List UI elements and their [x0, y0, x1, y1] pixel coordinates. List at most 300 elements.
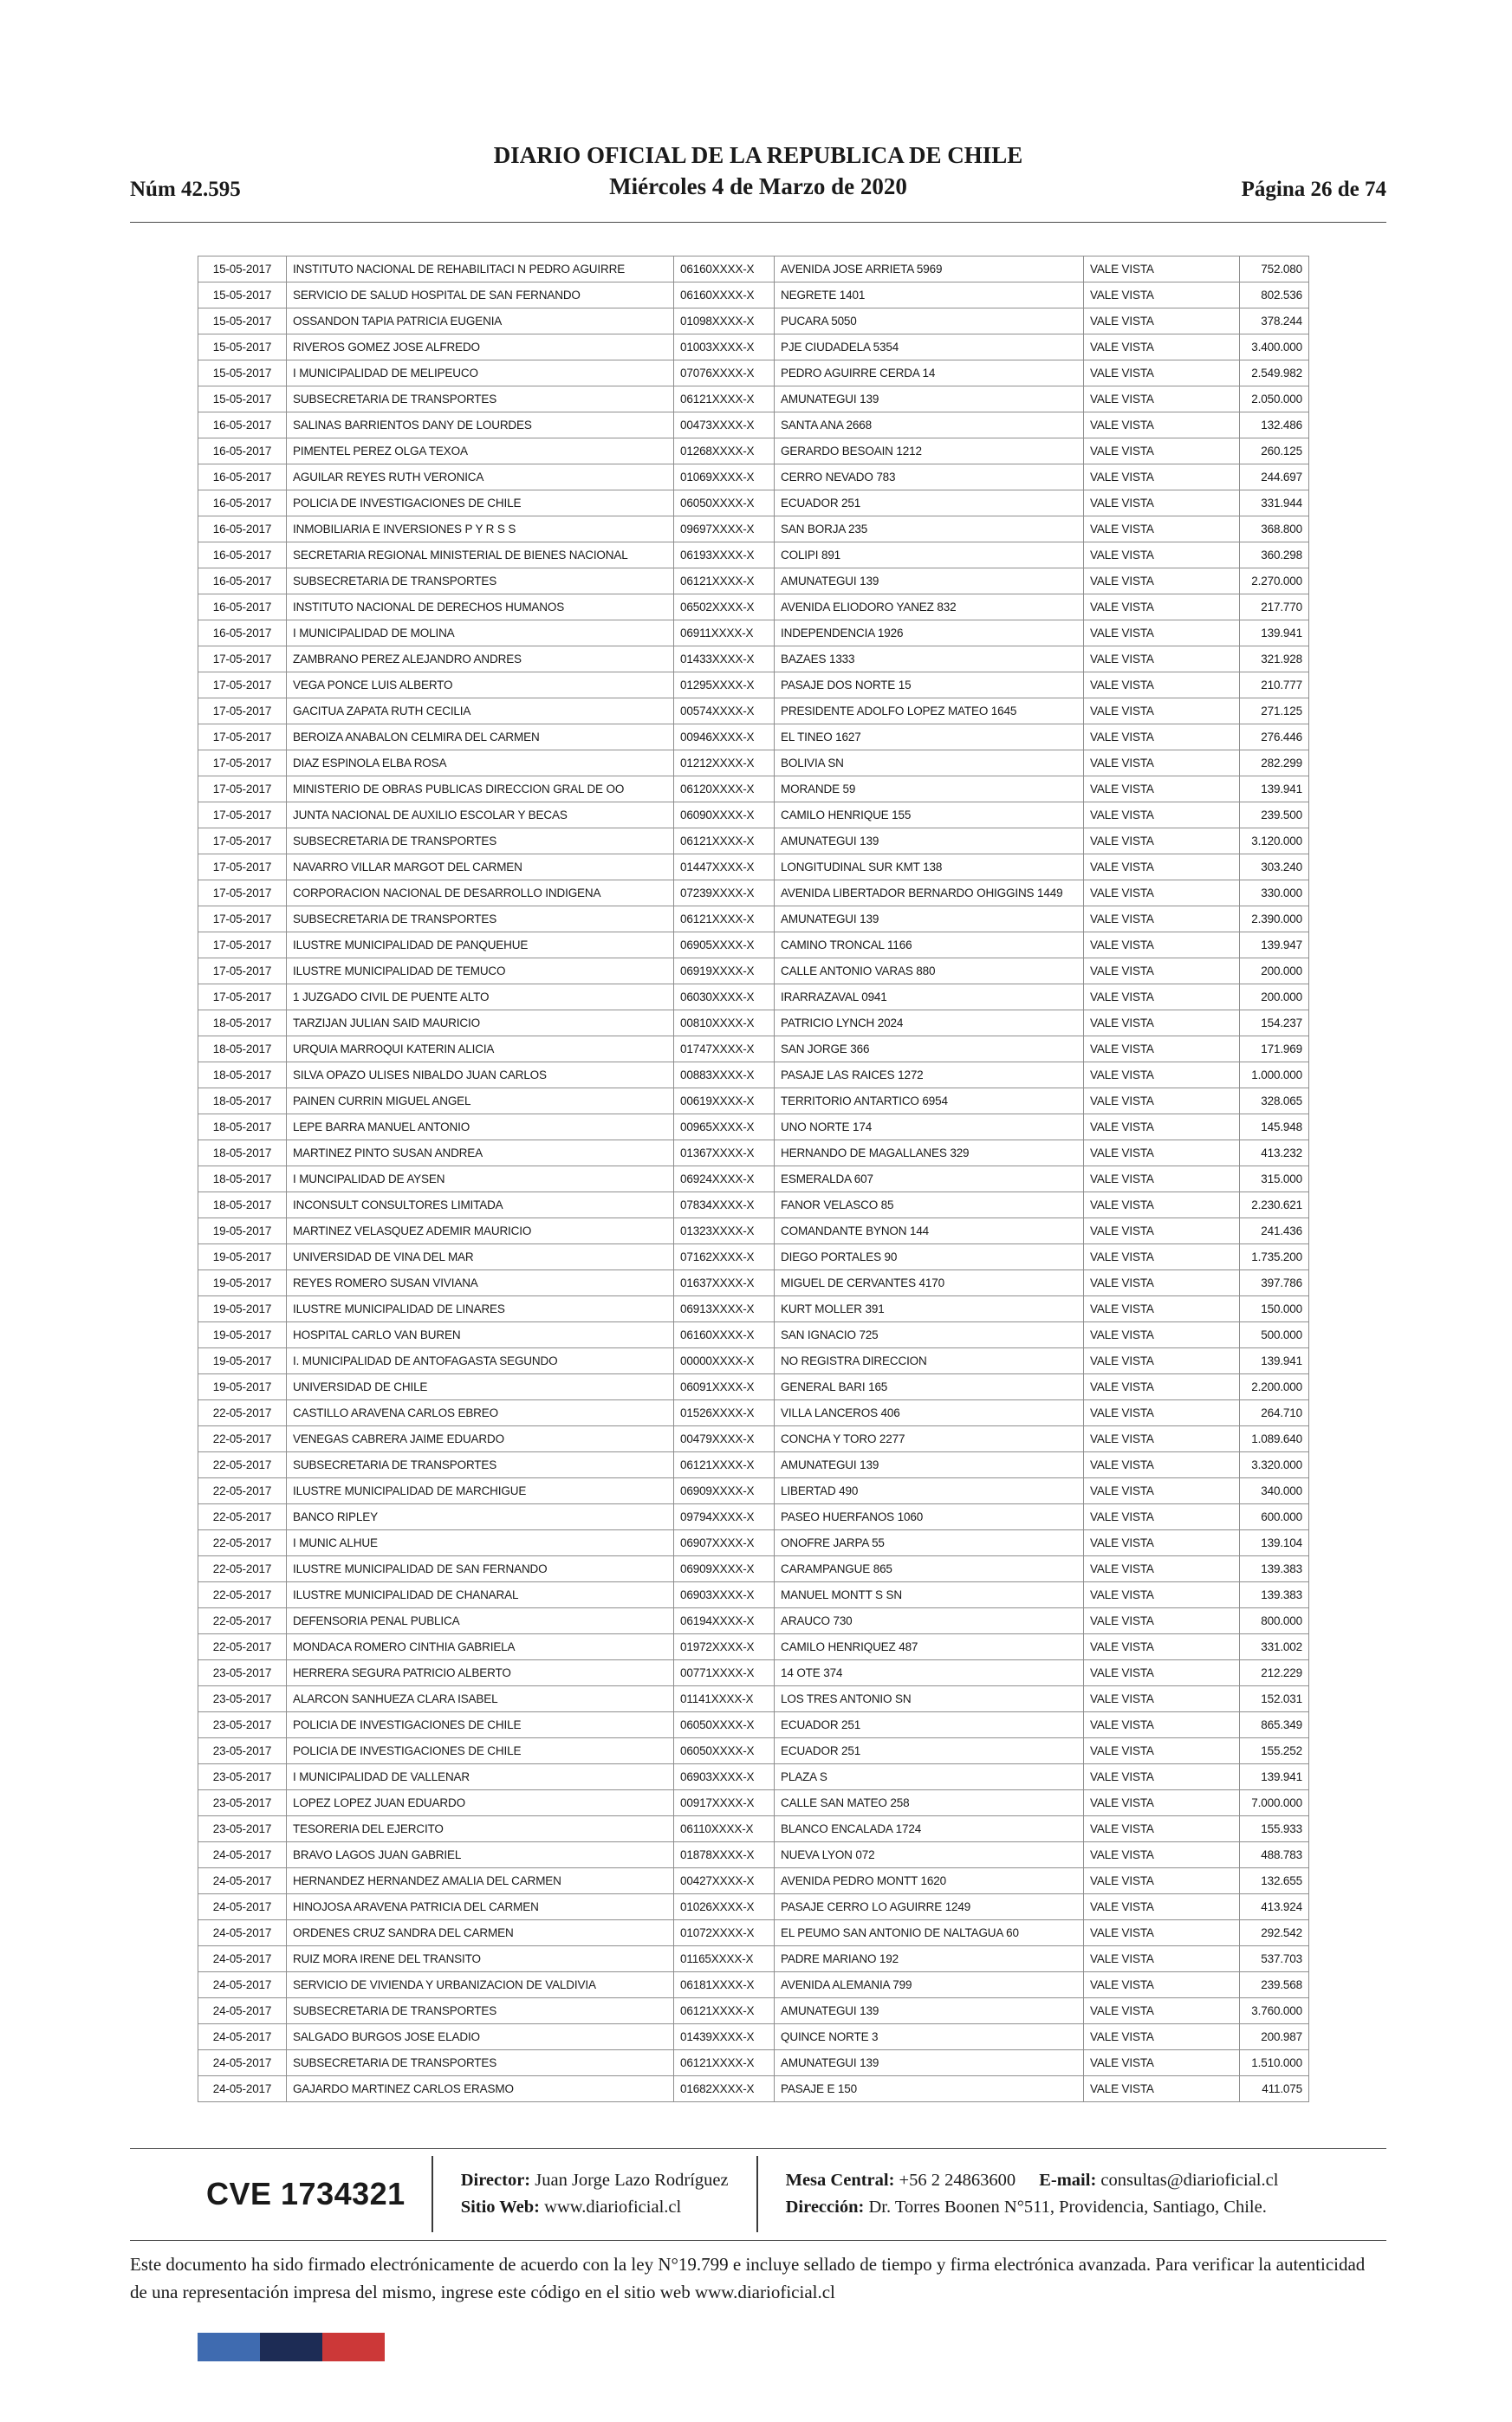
cell-date: 18-05-2017 — [198, 1062, 287, 1088]
table-row — [198, 1322, 1309, 1348]
cell-date: 24-05-2017 — [198, 1868, 287, 1894]
cell-amount: 340.000 — [1240, 1478, 1309, 1504]
cell-payment-type: VALE VISTA — [1084, 1504, 1240, 1530]
cell-address: PASAJE E 150 — [775, 2076, 1084, 2102]
cell-payment-type: VALE VISTA — [1084, 1972, 1240, 1998]
cell-rut: 06913XXXX-X — [674, 1296, 775, 1322]
cell-date: 18-05-2017 — [198, 1088, 287, 1114]
cell-payment-type: VALE VISTA — [1084, 490, 1240, 516]
cell-payee: ILUSTRE MUNICIPALIDAD DE PANQUEHUE — [287, 932, 674, 958]
cell-address: SAN BORJA 235 — [775, 516, 1084, 542]
cell-address: AMUNATEGUI 139 — [775, 568, 1084, 594]
cell-payment-type: VALE VISTA — [1084, 906, 1240, 932]
cell-date: 17-05-2017 — [198, 724, 287, 750]
cell-date: 19-05-2017 — [198, 1374, 287, 1400]
table-row — [198, 1114, 1309, 1140]
cell-date: 16-05-2017 — [198, 438, 287, 464]
cell-date: 22-05-2017 — [198, 1426, 287, 1452]
cell-date: 15-05-2017 — [198, 308, 287, 334]
cell-payment-type: VALE VISTA — [1084, 802, 1240, 828]
table-row — [198, 594, 1309, 620]
cell-date: 17-05-2017 — [198, 828, 287, 854]
cell-payment-type: VALE VISTA — [1084, 1218, 1240, 1244]
cell-amount: 212.229 — [1240, 1660, 1309, 1686]
cell-date: 22-05-2017 — [198, 1608, 287, 1634]
cell-rut: 06903XXXX-X — [674, 1582, 775, 1608]
cell-address: CARAMPANGUE 865 — [775, 1556, 1084, 1582]
cell-amount: 802.536 — [1240, 282, 1309, 308]
cell-address: AMUNATEGUI 139 — [775, 1452, 1084, 1478]
cell-amount: 7.000.000 — [1240, 1790, 1309, 1816]
flag-segment-blue — [198, 2333, 260, 2361]
cell-amount: 200.000 — [1240, 958, 1309, 984]
cell-amount: 3.760.000 — [1240, 1998, 1309, 2024]
cell-payment-type: VALE VISTA — [1084, 1062, 1240, 1088]
header-divider — [130, 222, 1386, 223]
cell-payment-type: VALE VISTA — [1084, 1452, 1240, 1478]
cell-date: 15-05-2017 — [198, 334, 287, 360]
table-row — [198, 1582, 1309, 1608]
cell-rut: 00473XXXX-X — [674, 412, 775, 438]
cell-address: AVENIDA LIBERTADOR BERNARDO OHIGGINS 1449 — [775, 880, 1084, 906]
payments-table — [198, 256, 1309, 2102]
cell-amount: 397.786 — [1240, 1270, 1309, 1296]
cell-date: 15-05-2017 — [198, 386, 287, 412]
cell-payee: SUBSECRETARIA DE TRANSPORTES — [287, 1998, 674, 2024]
cell-date: 23-05-2017 — [198, 1764, 287, 1790]
cell-address: AMUNATEGUI 139 — [775, 386, 1084, 412]
cell-amount: 155.252 — [1240, 1738, 1309, 1764]
cell-payee: ILUSTRE MUNICIPALIDAD DE CHANARAL — [287, 1582, 674, 1608]
address-label: Dirección: — [785, 2198, 865, 2217]
cell-amount: 2.200.000 — [1240, 1374, 1309, 1400]
cell-date: 17-05-2017 — [198, 776, 287, 802]
table-row — [198, 490, 1309, 516]
cell-rut: 06919XXXX-X — [674, 958, 775, 984]
table-row — [198, 1140, 1309, 1166]
cell-rut: 06121XXXX-X — [674, 2050, 775, 2076]
cell-date: 15-05-2017 — [198, 282, 287, 308]
cell-payee: MARTINEZ VELASQUEZ ADEMIR MAURICIO — [287, 1218, 674, 1244]
cell-rut: 06121XXXX-X — [674, 1452, 775, 1478]
table-row — [198, 1946, 1309, 1972]
cell-payee: TARZIJAN JULIAN SAID MAURICIO — [287, 1010, 674, 1036]
table-row — [198, 1842, 1309, 1868]
table-row — [198, 828, 1309, 854]
cell-rut: 00883XXXX-X — [674, 1062, 775, 1088]
cell-address: ECUADOR 251 — [775, 1738, 1084, 1764]
cell-date: 16-05-2017 — [198, 568, 287, 594]
cell-amount: 1.000.000 — [1240, 1062, 1309, 1088]
cell-payee: CASTILLO ARAVENA CARLOS EBREO — [287, 1400, 674, 1426]
cell-payee: I MUNIC ALHUE — [287, 1530, 674, 1556]
cell-rut: 06121XXXX-X — [674, 386, 775, 412]
cell-rut: 01072XXXX-X — [674, 1920, 775, 1946]
cell-payment-type: VALE VISTA — [1084, 568, 1240, 594]
cell-rut: 00574XXXX-X — [674, 698, 775, 724]
cell-date: 17-05-2017 — [198, 984, 287, 1010]
cell-payee: BEROIZA ANABALON CELMIRA DEL CARMEN — [287, 724, 674, 750]
cell-date: 16-05-2017 — [198, 542, 287, 568]
table-row — [198, 932, 1309, 958]
cell-date: 23-05-2017 — [198, 1790, 287, 1816]
cell-payee: OSSANDON TAPIA PATRICIA EUGENIA — [287, 308, 674, 334]
cell-address: BAZAES 1333 — [775, 646, 1084, 672]
table-row — [198, 542, 1309, 568]
cell-rut: 06502XXXX-X — [674, 594, 775, 620]
cell-payment-type: VALE VISTA — [1084, 1400, 1240, 1426]
cell-amount: 3.400.000 — [1240, 334, 1309, 360]
table-row — [198, 1530, 1309, 1556]
cell-amount: 139.941 — [1240, 620, 1309, 646]
cell-payment-type: VALE VISTA — [1084, 1842, 1240, 1868]
cell-payee: SALINAS BARRIENTOS DANY DE LOURDES — [287, 412, 674, 438]
cell-rut: 06907XXXX-X — [674, 1530, 775, 1556]
cell-payment-type: VALE VISTA — [1084, 1998, 1240, 2024]
cell-payee: REYES ROMERO SUSAN VIVIANA — [287, 1270, 674, 1296]
cell-payee: I MUNICIPALIDAD DE VALLENAR — [287, 1764, 674, 1790]
cell-date: 24-05-2017 — [198, 2076, 287, 2102]
cell-address: TERRITORIO ANTARTICO 6954 — [775, 1088, 1084, 1114]
cell-payee: SUBSECRETARIA DE TRANSPORTES — [287, 2050, 674, 2076]
cell-address: EL PEUMO SAN ANTONIO DE NALTAGUA 60 — [775, 1920, 1084, 1946]
cell-amount: 865.349 — [1240, 1712, 1309, 1738]
table-row — [198, 2024, 1309, 2050]
cell-amount: 2.549.982 — [1240, 360, 1309, 386]
cell-payee: SALGADO BURGOS JOSE ELADIO — [287, 2024, 674, 2050]
cell-address: CAMINO TRONCAL 1166 — [775, 932, 1084, 958]
cell-rut: 01268XXXX-X — [674, 438, 775, 464]
cell-address: CERRO NEVADO 783 — [775, 464, 1084, 490]
table-row — [198, 516, 1309, 542]
cell-date: 23-05-2017 — [198, 1686, 287, 1712]
cell-address: PLAZA S — [775, 1764, 1084, 1790]
cell-rut: 00771XXXX-X — [674, 1660, 775, 1686]
cell-payee: AGUILAR REYES RUTH VERONICA — [287, 464, 674, 490]
table-row — [198, 1660, 1309, 1686]
table-row — [198, 256, 1309, 282]
cell-rut: 01972XXXX-X — [674, 1634, 775, 1660]
cell-address: MORANDE 59 — [775, 776, 1084, 802]
cell-rut: 01637XXXX-X — [674, 1270, 775, 1296]
cell-amount: 321.928 — [1240, 646, 1309, 672]
cell-payee: UNIVERSIDAD DE VINA DEL MAR — [287, 1244, 674, 1270]
cell-payee: ILUSTRE MUNICIPALIDAD DE MARCHIGUE — [287, 1478, 674, 1504]
cell-date: 17-05-2017 — [198, 880, 287, 906]
cell-payment-type: VALE VISTA — [1084, 1478, 1240, 1504]
cell-amount: 413.232 — [1240, 1140, 1309, 1166]
table-row — [198, 620, 1309, 646]
cell-amount: 271.125 — [1240, 698, 1309, 724]
cell-amount: 330.000 — [1240, 880, 1309, 906]
cell-payment-type: VALE VISTA — [1084, 360, 1240, 386]
cell-address: ECUADOR 251 — [775, 1712, 1084, 1738]
cell-amount: 152.031 — [1240, 1686, 1309, 1712]
cell-payee: INCONSULT CONSULTORES LIMITADA — [287, 1192, 674, 1218]
cell-payee: ILUSTRE MUNICIPALIDAD DE LINARES — [287, 1296, 674, 1322]
table-row — [198, 568, 1309, 594]
cell-address: IRARRAZAVAL 0941 — [775, 984, 1084, 1010]
cell-address: PASAJE LAS RAICES 1272 — [775, 1062, 1084, 1088]
cell-date: 16-05-2017 — [198, 620, 287, 646]
cell-rut: 06121XXXX-X — [674, 906, 775, 932]
cell-payment-type: VALE VISTA — [1084, 1582, 1240, 1608]
cell-amount: 139.941 — [1240, 1764, 1309, 1790]
cell-address: SANTA ANA 2668 — [775, 412, 1084, 438]
cell-address: PASAJE DOS NORTE 15 — [775, 672, 1084, 698]
cell-date: 23-05-2017 — [198, 1712, 287, 1738]
cell-amount: 752.080 — [1240, 256, 1309, 282]
edition-date: Miércoles 4 de Marzo de 2020 — [609, 172, 907, 199]
cell-rut: 07162XXXX-X — [674, 1244, 775, 1270]
table-row — [198, 1608, 1309, 1634]
cell-amount: 132.486 — [1240, 412, 1309, 438]
cell-amount: 200.000 — [1240, 984, 1309, 1010]
cell-rut: 01526XXXX-X — [674, 1400, 775, 1426]
cell-payment-type: VALE VISTA — [1084, 1036, 1240, 1062]
cell-rut: 06050XXXX-X — [674, 1738, 775, 1764]
cell-payee: SUBSECRETARIA DE TRANSPORTES — [287, 828, 674, 854]
cell-date: 19-05-2017 — [198, 1296, 287, 1322]
cell-address: PATRICIO LYNCH 2024 — [775, 1010, 1084, 1036]
table-row — [198, 1998, 1309, 2024]
cell-address: BOLIVIA SN — [775, 750, 1084, 776]
cell-address: VILLA LANCEROS 406 — [775, 1400, 1084, 1426]
cell-rut: 06121XXXX-X — [674, 568, 775, 594]
cell-payee: SUBSECRETARIA DE TRANSPORTES — [287, 568, 674, 594]
cell-payment-type: VALE VISTA — [1084, 1010, 1240, 1036]
email-address: consultas@diarioficial.cl — [1100, 2171, 1279, 2191]
payments-table-wrap — [198, 256, 1309, 2102]
table-row — [198, 1478, 1309, 1504]
cell-amount: 239.568 — [1240, 1972, 1309, 1998]
cell-rut: 07076XXXX-X — [674, 360, 775, 386]
cell-payment-type: VALE VISTA — [1084, 932, 1240, 958]
cell-address: LOS TRES ANTONIO SN — [775, 1686, 1084, 1712]
cell-payee: RIVEROS GOMEZ JOSE ALFREDO — [287, 334, 674, 360]
cell-payee: LEPE BARRA MANUEL ANTONIO — [287, 1114, 674, 1140]
cell-amount: 2.050.000 — [1240, 386, 1309, 412]
table-row — [198, 1816, 1309, 1842]
table-row — [198, 750, 1309, 776]
cell-payee: I MUNICIPALIDAD DE MOLINA — [287, 620, 674, 646]
cell-payment-type: VALE VISTA — [1084, 1192, 1240, 1218]
cell-date: 16-05-2017 — [198, 464, 287, 490]
cell-rut: 01447XXXX-X — [674, 854, 775, 880]
cell-address: BLANCO ENCALADA 1724 — [775, 1816, 1084, 1842]
cell-rut: 01141XXXX-X — [674, 1686, 775, 1712]
cell-amount: 139.383 — [1240, 1582, 1309, 1608]
cell-amount: 2.390.000 — [1240, 906, 1309, 932]
cell-amount: 260.125 — [1240, 438, 1309, 464]
cell-payee: MINISTERIO DE OBRAS PUBLICAS DIRECCION GRAL DE OO — [287, 776, 674, 802]
cell-amount: 2.270.000 — [1240, 568, 1309, 594]
cell-rut: 09794XXXX-X — [674, 1504, 775, 1530]
cell-payee: 1 JUZGADO CIVIL DE PUENTE ALTO — [287, 984, 674, 1010]
cell-payment-type: VALE VISTA — [1084, 594, 1240, 620]
cell-amount: 800.000 — [1240, 1608, 1309, 1634]
cell-date: 22-05-2017 — [198, 1400, 287, 1426]
cell-payee: INMOBILIARIA E INVERSIONES P Y R S S — [287, 516, 674, 542]
table-row — [198, 672, 1309, 698]
table-row — [198, 880, 1309, 906]
cell-address: AVENIDA JOSE ARRIETA 5969 — [775, 256, 1084, 282]
cell-date: 23-05-2017 — [198, 1816, 287, 1842]
cell-rut: 01682XXXX-X — [674, 2076, 775, 2102]
cell-rut: 01323XXXX-X — [674, 1218, 775, 1244]
cell-payment-type: VALE VISTA — [1084, 1868, 1240, 1894]
cell-payee: HINOJOSA ARAVENA PATRICIA DEL CARMEN — [287, 1894, 674, 1920]
cell-payment-type: VALE VISTA — [1084, 542, 1240, 568]
cell-address: ARAUCO 730 — [775, 1608, 1084, 1634]
table-row — [198, 1010, 1309, 1036]
cell-amount: 368.800 — [1240, 516, 1309, 542]
cell-address: MIGUEL DE CERVANTES 4170 — [775, 1270, 1084, 1296]
cell-payee: ZAMBRANO PEREZ ALEJANDRO ANDRES — [287, 646, 674, 672]
table-row — [198, 802, 1309, 828]
cell-address: FANOR VELASCO 85 — [775, 1192, 1084, 1218]
table-row — [198, 1556, 1309, 1582]
cell-address: AMUNATEGUI 139 — [775, 828, 1084, 854]
cell-payment-type: VALE VISTA — [1084, 984, 1240, 1010]
legal-text: Este documento ha sido firmado electrónicamente de acuerdo con la ley N°19.799 e incluye sellado de tiempo y firma electrónica avanzada. Para verificar la autenticidad de una representación impresa del mismo, ingrese este código en el sitio web www.diarioficial.cl — [130, 2254, 1366, 2302]
cell-payment-type: VALE VISTA — [1084, 1348, 1240, 1374]
table-row — [198, 1348, 1309, 1374]
cell-payee: I MUNCIPALIDAD DE AYSEN — [287, 1166, 674, 1192]
cell-amount: 150.000 — [1240, 1296, 1309, 1322]
cell-amount: 200.987 — [1240, 2024, 1309, 2050]
cell-address: CONCHA Y TORO 2277 — [775, 1426, 1084, 1452]
cell-amount: 139.947 — [1240, 932, 1309, 958]
contact-block — [758, 2162, 1307, 2226]
cell-payment-type: VALE VISTA — [1084, 2024, 1240, 2050]
cell-amount: 303.240 — [1240, 854, 1309, 880]
cell-address: PADRE MARIANO 192 — [775, 1946, 1084, 1972]
table-row — [198, 1504, 1309, 1530]
cell-date: 19-05-2017 — [198, 1218, 287, 1244]
cell-address: SAN IGNACIO 725 — [775, 1322, 1084, 1348]
cell-date: 23-05-2017 — [198, 1660, 287, 1686]
cell-amount: 411.075 — [1240, 2076, 1309, 2102]
cell-address: PASAJE CERRO LO AGUIRRE 1249 — [775, 1894, 1084, 1920]
cell-payee: UNIVERSIDAD DE CHILE — [287, 1374, 674, 1400]
cell-amount: 500.000 — [1240, 1322, 1309, 1348]
cell-rut: 06903XXXX-X — [674, 1764, 775, 1790]
table-row — [198, 1738, 1309, 1764]
cell-payment-type: VALE VISTA — [1084, 1790, 1240, 1816]
table-row — [198, 646, 1309, 672]
cell-address: ECUADOR 251 — [775, 490, 1084, 516]
cell-amount: 139.383 — [1240, 1556, 1309, 1582]
cell-date: 17-05-2017 — [198, 698, 287, 724]
cell-rut: 07834XXXX-X — [674, 1192, 775, 1218]
cell-date: 15-05-2017 — [198, 256, 287, 282]
cell-payee: SUBSECRETARIA DE TRANSPORTES — [287, 1452, 674, 1478]
table-row — [198, 1764, 1309, 1790]
table-row — [198, 698, 1309, 724]
cell-address: NEGRETE 1401 — [775, 282, 1084, 308]
cell-date: 22-05-2017 — [198, 1452, 287, 1478]
cell-date: 22-05-2017 — [198, 1530, 287, 1556]
cell-payment-type: VALE VISTA — [1084, 1738, 1240, 1764]
table-row — [198, 1296, 1309, 1322]
cell-rut: 01439XXXX-X — [674, 2024, 775, 2050]
phone-label: Mesa Central: — [785, 2171, 895, 2191]
cell-rut: 06121XXXX-X — [674, 828, 775, 854]
table-row — [198, 1192, 1309, 1218]
cell-payee: I. MUNICIPALIDAD DE ANTOFAGASTA SEGUNDO — [287, 1348, 674, 1374]
cell-amount: 600.000 — [1240, 1504, 1309, 1530]
table-row — [198, 1270, 1309, 1296]
website-label: Sitio Web: — [460, 2198, 541, 2217]
cell-amount: 331.944 — [1240, 490, 1309, 516]
cell-date: 24-05-2017 — [198, 1946, 287, 1972]
cell-rut: 06160XXXX-X — [674, 256, 775, 282]
cell-rut: 00917XXXX-X — [674, 1790, 775, 1816]
table-row — [198, 1036, 1309, 1062]
cell-payment-type: VALE VISTA — [1084, 464, 1240, 490]
cell-payment-type: VALE VISTA — [1084, 1660, 1240, 1686]
cell-payment-type: VALE VISTA — [1084, 2076, 1240, 2102]
cell-payee: ILUSTRE MUNICIPALIDAD DE SAN FERNANDO — [287, 1556, 674, 1582]
table-row — [198, 1868, 1309, 1894]
cell-address: AVENIDA ELIODORO YANEZ 832 — [775, 594, 1084, 620]
cell-payment-type: VALE VISTA — [1084, 1920, 1240, 1946]
page-title: DIARIO OFICIAL DE LA REPUBLICA DE CHILE — [493, 142, 1023, 168]
cell-rut: 01098XXXX-X — [674, 308, 775, 334]
table-row — [198, 438, 1309, 464]
table-row — [198, 1426, 1309, 1452]
cell-date: 24-05-2017 — [198, 1842, 287, 1868]
cell-date: 17-05-2017 — [198, 932, 287, 958]
cell-date: 22-05-2017 — [198, 1504, 287, 1530]
cell-date: 18-05-2017 — [198, 1140, 287, 1166]
payments-table-body — [198, 256, 1309, 2102]
cell-address: CAMILO HENRIQUE 155 — [775, 802, 1084, 828]
cell-rut: 01069XXXX-X — [674, 464, 775, 490]
cell-date: 16-05-2017 — [198, 412, 287, 438]
cell-date: 17-05-2017 — [198, 672, 287, 698]
cell-address: HERNANDO DE MAGALLANES 329 — [775, 1140, 1084, 1166]
issue-number: Núm 42.595 — [130, 178, 241, 202]
cell-payment-type: VALE VISTA — [1084, 256, 1240, 282]
cell-rut: 06905XXXX-X — [674, 932, 775, 958]
cell-payee: URQUIA MARROQUI KATERIN ALICIA — [287, 1036, 674, 1062]
cell-payment-type: VALE VISTA — [1084, 646, 1240, 672]
cell-payment-type: VALE VISTA — [1084, 672, 1240, 698]
cell-amount: 360.298 — [1240, 542, 1309, 568]
cell-payment-type: VALE VISTA — [1084, 880, 1240, 906]
cell-payment-type: VALE VISTA — [1084, 1322, 1240, 1348]
cell-amount: 145.948 — [1240, 1114, 1309, 1140]
cell-rut: 00810XXXX-X — [674, 1010, 775, 1036]
cell-payee: POLICIA DE INVESTIGACIONES DE CHILE — [287, 490, 674, 516]
cell-payee: ORDENES CRUZ SANDRA DEL CARMEN — [287, 1920, 674, 1946]
cell-date: 18-05-2017 — [198, 1166, 287, 1192]
cell-date: 23-05-2017 — [198, 1738, 287, 1764]
cell-date: 24-05-2017 — [198, 1998, 287, 2024]
table-row — [198, 308, 1309, 334]
cell-payee: ALARCON SANHUEZA CLARA ISABEL — [287, 1686, 674, 1712]
footer — [206, 2156, 1306, 2232]
table-row — [198, 2050, 1309, 2076]
cve-code: CVE 1734321 — [206, 2176, 406, 2211]
cell-payment-type: VALE VISTA — [1084, 308, 1240, 334]
cell-payment-type: VALE VISTA — [1084, 750, 1240, 776]
cell-payment-type: VALE VISTA — [1084, 334, 1240, 360]
cell-address: GENERAL BARI 165 — [775, 1374, 1084, 1400]
cell-rut: 06030XXXX-X — [674, 984, 775, 1010]
